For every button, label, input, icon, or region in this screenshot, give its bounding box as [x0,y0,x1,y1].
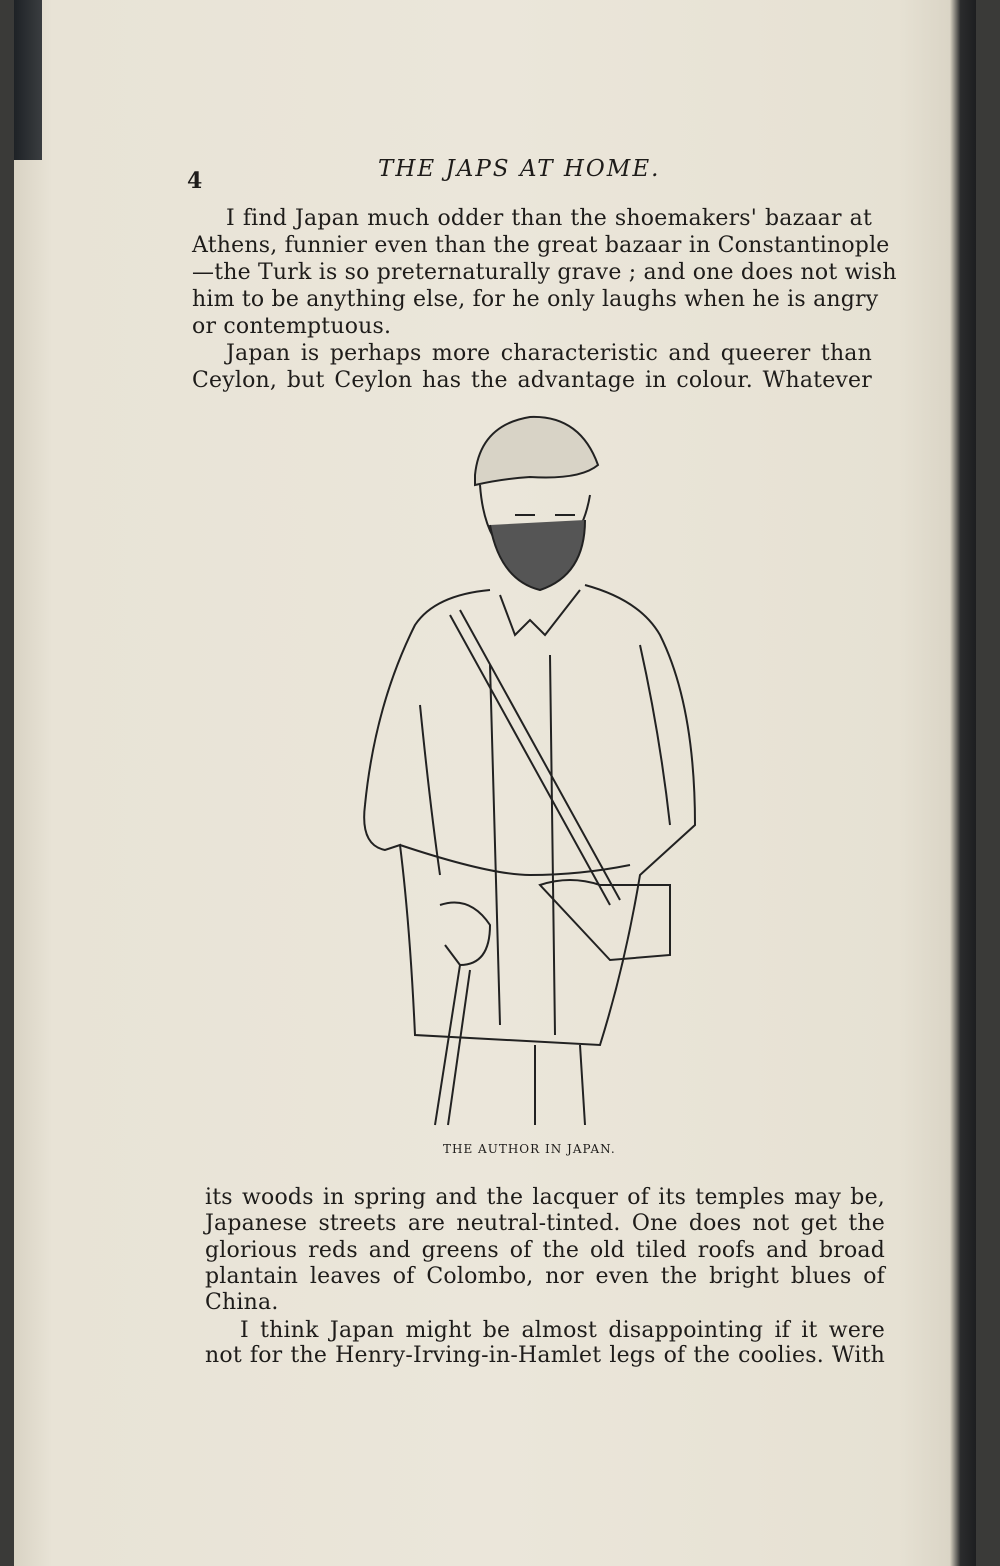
text-line: Japan is perhaps more characteristic and queerer than [226,341,872,366]
text-line: I think Japan might be almost disappointing if it were [240,1318,885,1343]
text-line: —the Turk is so preternaturally grave ; and one does not wish [192,260,897,285]
page-number: 4 [187,168,203,194]
book-edge [950,0,976,1566]
text-line: Ceylon, but Ceylon has the advantage in colour. Whatever [192,368,872,393]
text-line: not for the Henry-Irving-in-Hamlet legs of the coolies. With [205,1343,885,1368]
running-title: THE JAPS AT HOME. [378,156,661,182]
illustration-caption: THE AUTHOR IN JAPAN. [443,1142,616,1156]
text-line: Athens, funnier even than the great bazaar in Constantinople [192,233,890,258]
text-line: I find Japan much odder than the shoemakers' bazaar at [226,206,872,231]
text-line: Japanese streets are neutral-tinted. One does not get the [205,1211,885,1236]
text-line: its woods in spring and the lacquer of its temples may be, [205,1185,885,1210]
text-line: plantain leaves of Colombo, nor even the bright blues of [205,1264,885,1289]
text-line: or contemptuous. [192,314,392,339]
text-line: glorious reds and greens of the old tiled roofs and broad [205,1238,885,1263]
text-line: him to be anything else, for he only laughs when he is angry [192,287,879,312]
text-line: China. [205,1290,279,1315]
author-illustration [340,405,700,1130]
book-cover-corner [14,0,42,160]
